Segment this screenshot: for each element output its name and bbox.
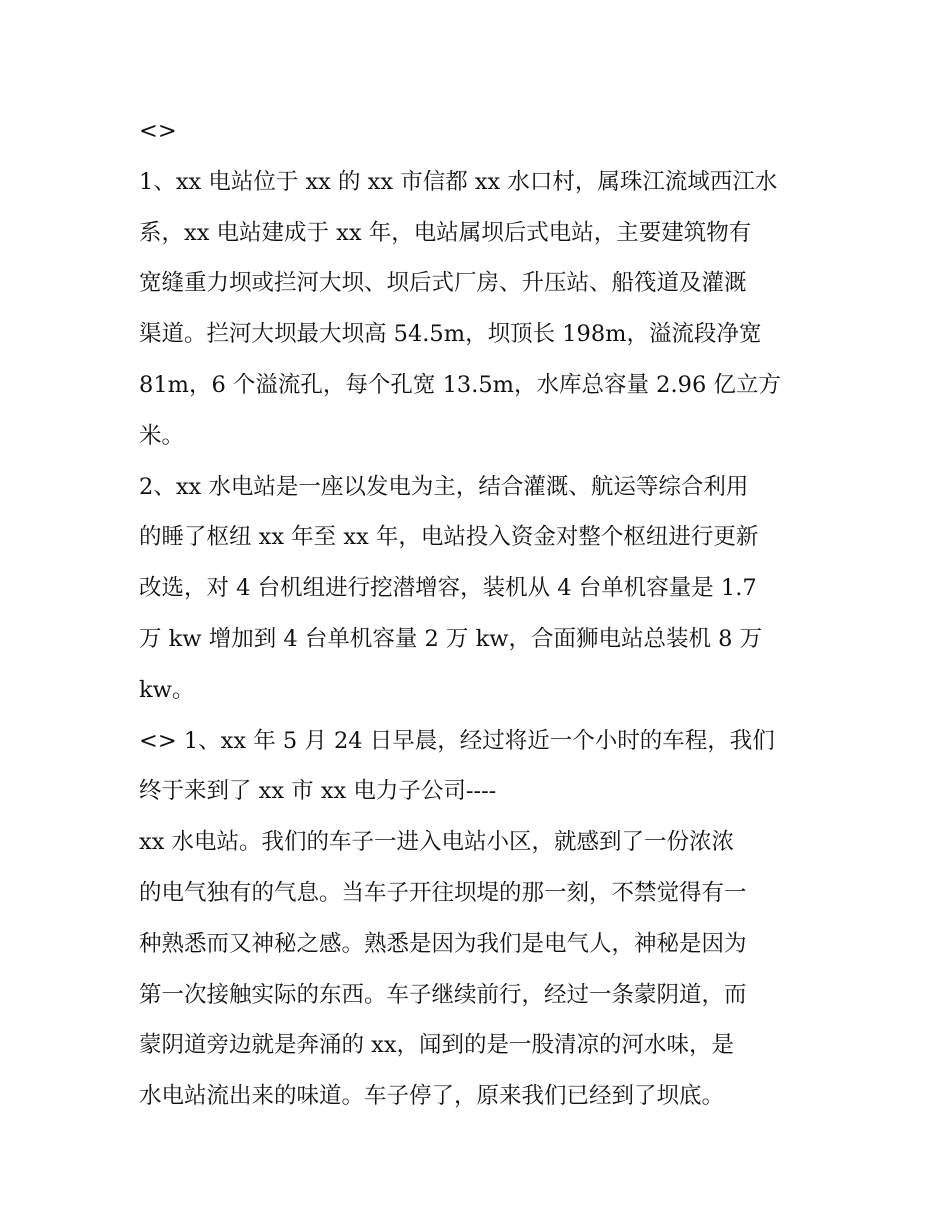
text-line: xx 水电站。我们的车子一进入电站小区，就感到了一份浓浓: [139, 829, 735, 856]
text-line: 宽缝重力坝或拦河大坝、坝后式厂房、升压站、船筏道及灌溉: [139, 270, 747, 297]
text-line: 的睡了枢纽 xx 年至 xx 年，电站投入资金对整个枢纽进行更新: [139, 524, 759, 551]
text-line: <>: [139, 118, 177, 144]
text-line: 系，xx 电站建成于 xx 年，电站属坝后式电站，主要建筑物有: [139, 219, 752, 246]
text-line: <> 1、xx 年 5 月 24 日早晨，经过将近一个小时的车程，我们: [139, 727, 775, 754]
text-line: 1、xx 电站位于 xx 的 xx 市信都 xx 水口村，属珠江流域西江水: [139, 168, 778, 195]
text-line: 水电站流出来的味道。车子停了，原来我们已经到了坝底。: [139, 1083, 725, 1110]
text-line: 的电气独有的气息。当车子开往坝堤的那一刻，不禁觉得有一: [139, 879, 747, 906]
text-line: 2、xx 水电站是一座以发电为主，结合灌溉、航运等综合利用: [139, 473, 749, 500]
text-line: 渠道。拦河大坝最大坝高 54.5m，坝顶长 198m，溢流段净宽: [139, 321, 762, 348]
document-body: [139, 106, 819, 1122]
text-line: 米。: [139, 422, 185, 449]
text-line: 终于来到了 xx 市 xx 电力子公司----: [139, 778, 497, 805]
text-line: 第一次接触实际的东西。车子继续前行，经过一条蒙阴道，而: [139, 981, 747, 1008]
text-line: 种熟悉而又神秘之感。熟悉是因为我们是电气人，神秘是因为: [139, 930, 747, 957]
text-line: 81m，6 个溢流孔，每个孔宽 13.5m，水库总容量 2.96 亿立方: [139, 371, 781, 398]
text-line: 万 kw 增加到 4 台单机容量 2 万 kw，合面狮电站总装机 8 万: [139, 625, 763, 652]
text-line: 改选，对 4 台机组进行挖潜增容，装机从 4 台单机容量是 1.7: [139, 575, 757, 602]
text-line: 蒙阴道旁边就是奔涌的 xx，闻到的是一股清凉的河水味，是: [139, 1032, 735, 1059]
text-line: kw。: [139, 676, 195, 703]
